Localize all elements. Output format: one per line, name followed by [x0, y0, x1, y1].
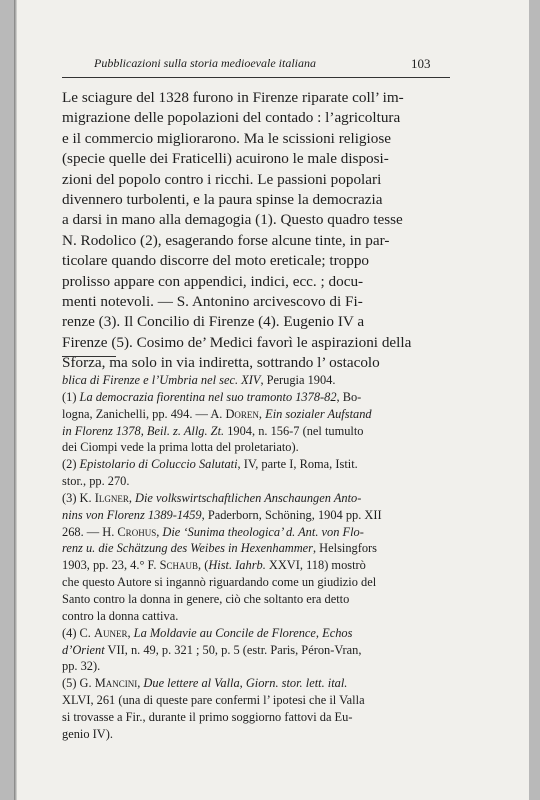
- text-line: menti notevoli. — S. Antonino arcivescovo di Fi-: [62, 293, 363, 311]
- footnote-line: genio IV).: [62, 726, 113, 741]
- footnote-line: blica di Firenze e l’Umbria nel sec. XIV, Perugia 1904.: [62, 373, 336, 387]
- main-text: [62, 88, 448, 374]
- footnote-line: dei Ciompi vede la prima lotta del proletariato).: [62, 440, 299, 455]
- text-line: divennero turbolenti, e la paura spinse la democrazia: [62, 191, 383, 209]
- text-line: e il commercio migliorarono. Ma le scissioni religiose: [62, 129, 391, 147]
- text-line: prolisso appare con appendici, indici, ecc. ; docu-: [62, 272, 364, 290]
- footnote-line: si trovasse a Fir., durante il primo soggiorno fattovi da Eu-: [62, 709, 353, 724]
- footnote-line: d’Orient VII, n. 49, p. 321 ; 50, p. 5 (estr. Paris, Péron-Vran,: [62, 642, 362, 657]
- footnote-line: contro la donna cattiva.: [62, 608, 179, 623]
- text-line: Sforza, ma solo in via indiretta, sottrando l’ ostacolo: [62, 354, 380, 372]
- footnote-line: nins von Florenz 1389-1459, Paderborn, Schöning, 1904 pp. XII: [62, 507, 382, 522]
- footnote-line: 268. — H. Crohus, Die ‘Sunima theologica’ d. Ant. von Flo-: [62, 524, 364, 539]
- text-line: a darsi in mano alla demagogia (1). Questo quadro tesse: [62, 211, 403, 229]
- text-line: Firenze (5). Cosimo de’ Medici favorì le aspirazioni della: [62, 333, 412, 351]
- footnote-line: stor., pp. 270.: [62, 474, 130, 489]
- footnote-line: (4) C. Auner, La Moldavie au Concile de Florence, Echos: [62, 625, 353, 640]
- footnote-line: (1) La democrazia fiorentina nel suo tramonto 1378-82, Bo-: [62, 389, 362, 404]
- footnote-line: (3) K. Ilgner, Die volkswirtschaftlichen Anschaungen Anto-: [62, 490, 362, 505]
- footnote-line: (5) G. Mancini, Due lettere al Valla, Giorn. stor. lett. ital.: [62, 676, 348, 691]
- text-line: ticolare quando discorre del moto ereticale; troppo: [62, 252, 370, 270]
- footnote-line: XLVI, 261 (una di queste pare confermi l’ ipotesi che il Valla: [62, 693, 365, 708]
- book-page: [14, 0, 529, 800]
- header-rule: [62, 77, 450, 78]
- running-head-title: Pubblicazioni sulla storia medioevale italiana: [94, 56, 316, 70]
- footnote-line: logna, Zanichelli, pp. 494. — A. Doren, Ein sozialer Aufstand: [62, 406, 372, 421]
- text-line: zioni del popolo contro i ricchi. Le passioni popolari: [62, 170, 382, 188]
- text-line: Le sciagure del 1328 furono in Firenze riparate coll’ im-: [62, 89, 404, 106]
- footnote-line: che questo Autore si ingannò riguardando come un giudizio del: [62, 575, 377, 590]
- footnote-line: in Florenz 1378, Beil. z. Allg. Zt. 1904, n. 156-7 (nel tumulto: [62, 423, 364, 438]
- footnote-line: pp. 32).: [62, 659, 101, 674]
- footnote-line: renz u. die Schätzung des Weibes in Hexenhammer, Helsingfors: [62, 541, 377, 556]
- footnotes: [62, 372, 447, 743]
- text-line: N. Rodolico (2), esagerando forse alcune tinte, in par-: [62, 231, 390, 249]
- text-line: (specie quelle dei Fraticelli) acuirono le male disposi-: [62, 150, 389, 168]
- footnote-line: Santo contro la donna in genere, ciò che soltanto era detto: [62, 591, 350, 606]
- footnote-line: (2) Epistolario di Coluccio Salutati, IV, parte I, Roma, Istit.: [62, 457, 358, 472]
- footnote-line: 1903, pp. 23, 4.° F. Schaub, (Hist. Iahrb. XXVI, 118) mostrò: [62, 558, 366, 573]
- page-number: 103: [411, 56, 431, 71]
- footnote-rule: [62, 356, 116, 357]
- running-head: [94, 56, 434, 71]
- text-line: renze (3). Il Concilio di Firenze (4). Eugenio IV a: [62, 313, 365, 331]
- text-line: migrazione delle popolazioni del contado : l’agricoltura: [62, 109, 401, 127]
